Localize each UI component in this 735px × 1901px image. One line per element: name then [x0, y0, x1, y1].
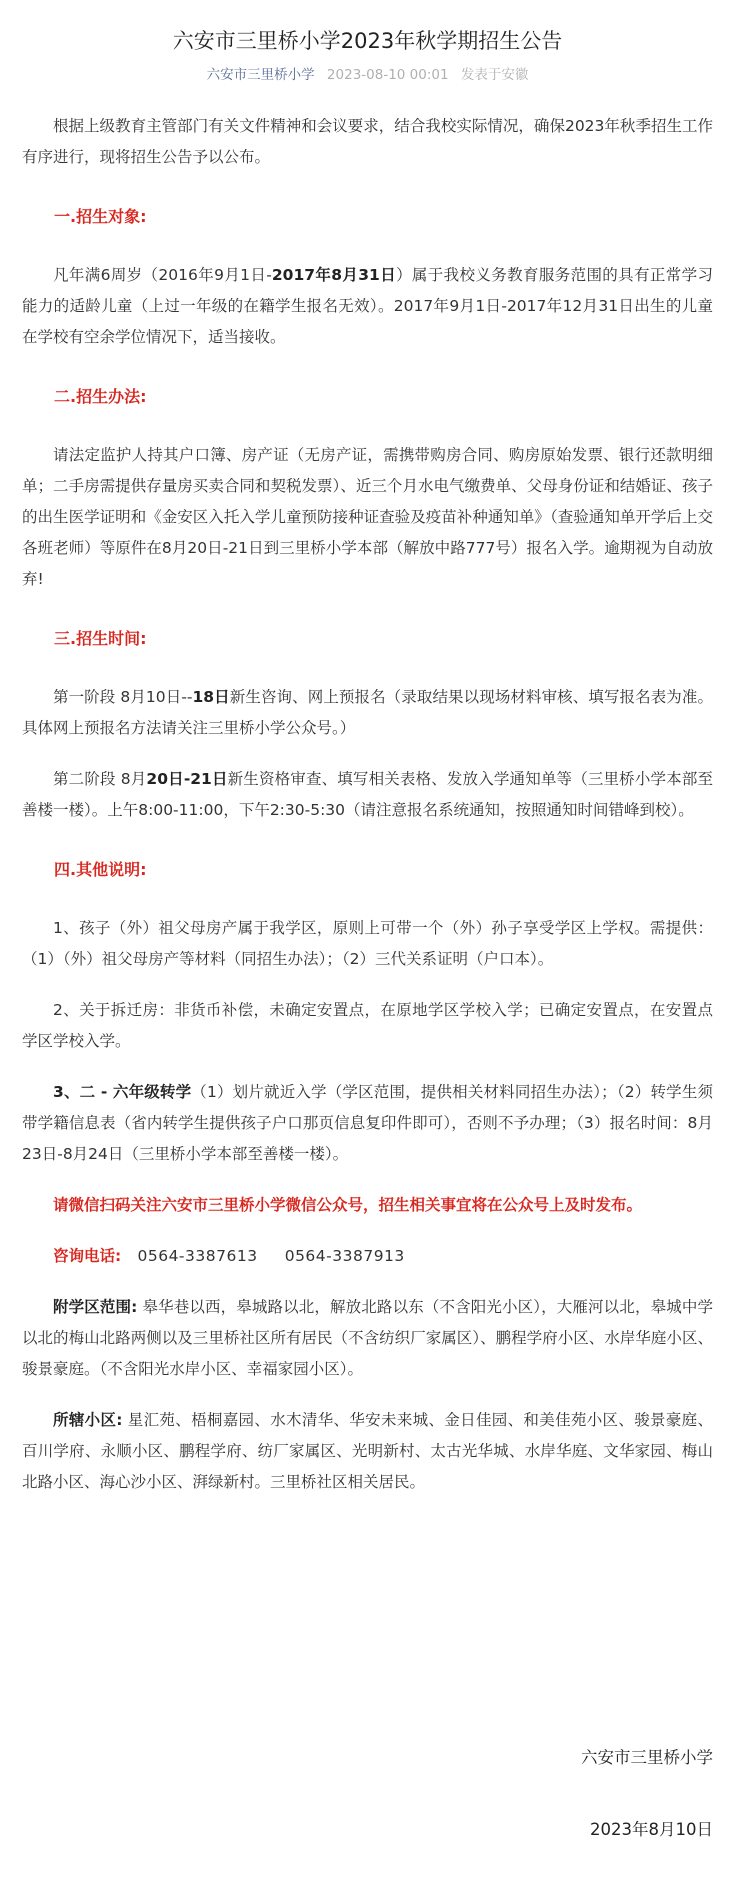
- section-heading-other: 四.其他说明:: [54, 860, 147, 879]
- communities-paragraph: 所辖小区: 星汇苑、梧桐嘉园、水木清华、华安未来城、金日佳园、和美佳苑小区、骏景豪庭、百川学府、永顺小区、鹏程学府、纺厂家属区、光明新村、太古光华城、水岸华庭、文华家园、梅山北路小区、海心沙小区、湃绿新村。三里桥社区相关居民。: [22, 1411, 714, 1491]
- other-note-2: 2、关于拆迁房：非货币补偿，未确定安置点，在原地学区学校入学；已确定安置点，在安置点学区学校入学。: [22, 1001, 713, 1050]
- author-link[interactable]: 六安市三里桥小学: [206, 67, 315, 83]
- article-meta: [22, 66, 713, 84]
- district-paragraph: 附学区范围: 皋华巷以西，皋城路以北，解放北路以东（不含阳光小区），大雁河以北，皋城中学以北的梅山北路两侧以及三里桥社区所有居民（不含纺织厂家属区）、鹏程学府小区、水岸华庭小区、骏景豪庭。（不含阳光水岸小区、幸福家园小区）。: [22, 1298, 713, 1378]
- other-note-1: 1、孩子（外）祖父母房产属于我学区，原则上可带一个（外）孙子享受学区上学权。需提供：（1）（外）祖父母房产等材料（同招生办法）；（2）三代关系证明（户口本）。: [22, 919, 713, 968]
- contact-line: [22, 1241, 713, 1272]
- article-body: [22, 111, 713, 1498]
- article-title: 六安市三里桥小学2023年秋学期招生公告: [172, 29, 563, 53]
- stage-two-paragraph: 第二阶段 8月20日-21日新生资格审查、填写相关表格、发放入学通知单等（三里桥小学本部至善楼一楼）。上午8:00-11:00，下午2:30-5:30（请注意报名系统通知，按照通知时间错峰到校）。: [22, 770, 713, 819]
- signature-org: 六安市三里桥小学: [581, 1748, 713, 1767]
- wechat-notice: 请微信扫码关注六安市三里桥小学微信公众号，招生相关事宜将在公众号上及时发布。: [53, 1196, 643, 1214]
- publish-time: 2023-08-10 00:01: [326, 67, 449, 83]
- other-note-3: 3、二 - 六年级转学（1）划片就近入学（学区范围，提供相关材料同招生办法）；（2）转学生须带学籍信息表（省内转学生提供孩子户口那页信息复印件即可），否则不予办理；（3）报名时间：8月23日-8月24日（三里桥小学本部至善楼一楼）。: [22, 1083, 713, 1163]
- section-heading-method: 二.招生办法:: [54, 387, 147, 406]
- intro-paragraph: 根据上级教育主管部门有关文件精神和会议要求，结合我校实际情况，确保2023年秋季招生工作有序进行，现将招生公告予以公布。: [22, 117, 713, 166]
- district-label: 附学区范围:: [53, 1298, 138, 1316]
- communities-label: 所辖小区:: [53, 1411, 123, 1429]
- stage-one-paragraph: 第一阶段 8月10日--18日新生咨询、网上预报名（录取结果以现场材料审核、填写报名表为准。具体网上预报名方法请关注三里桥小学公众号。）: [22, 688, 713, 737]
- target-paragraph: 凡年满6周岁（2016年9月1日-2017年8月31日）属于我校义务教育服务范围的具有正常学习能力的适龄儿童（上过一年级的在籍学生报名无效）。2017年9月1日-2017年12月31日出生的儿童在学校有空余学位情况下，适当接收。: [22, 266, 713, 346]
- method-paragraph: 请法定监护人持其户口簿、房产证（无房产证，需携带购房合同、购房原始发票、银行还款明细单；二手房需提供存量房买卖合同和契税发票）、近三个月水电气缴费单、父母身份证和结婚证、孩子的出生医学证明和《金安区入托入学儿童预防接种证查验及疫苗补种通知单》（查验通知单开学后上交各班老师）等原件在8月20日-21日到三里桥小学本部（解放中路777号）报名入学。逾期视为自动放弃!: [22, 446, 713, 588]
- section-heading-target: 一.招生对象:: [54, 207, 147, 226]
- section-heading-time: 三.招生时间:: [54, 629, 147, 648]
- phone-2: 0564-3387913: [284, 1247, 405, 1265]
- contact-label: 咨询电话:: [53, 1247, 122, 1265]
- signature-date: 2023年8月10日: [590, 1820, 713, 1839]
- phone-1: 0564-3387613: [137, 1247, 258, 1265]
- publish-location: 发表于安徽: [460, 67, 529, 83]
